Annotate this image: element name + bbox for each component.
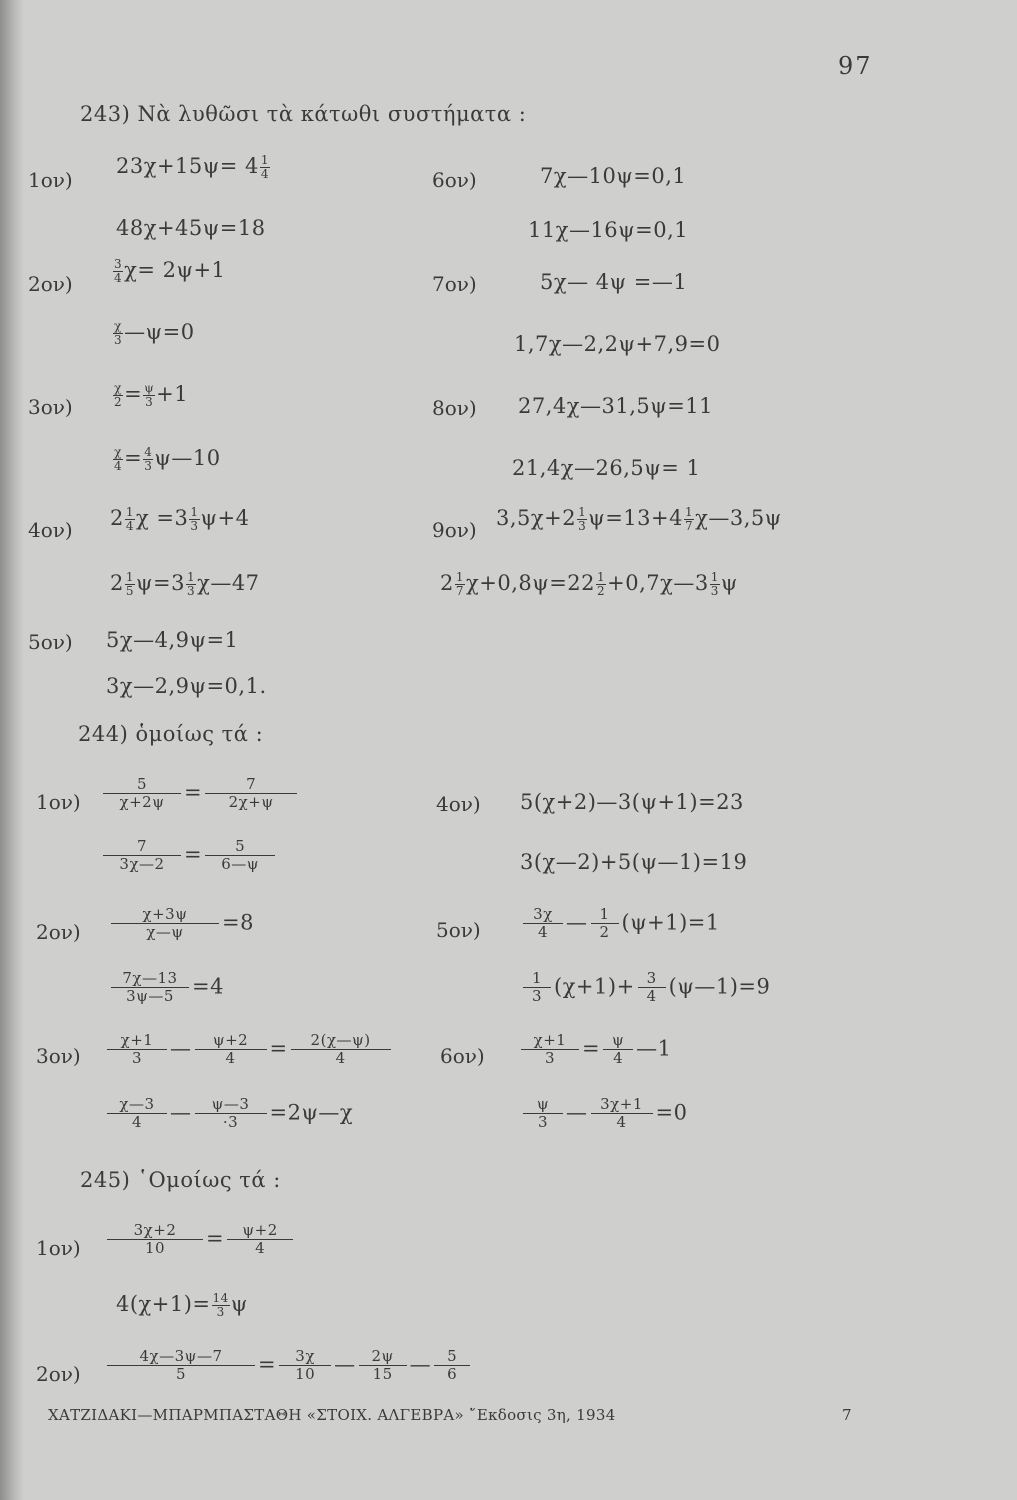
- s243-label-7: 7ον): [432, 272, 477, 296]
- s243-eq4-row1: 2 $\frac{1}{4}$ χ =3 $\frac{1}{3}$ ψ+4: [110, 505, 250, 534]
- s243-eq5-row1: 5χ—4,9ψ=1: [106, 628, 239, 652]
- s244-label-1: 1ον): [36, 790, 81, 814]
- s243-label-1: 1ον): [28, 168, 73, 192]
- s243-eq4-row2: 2 $\frac{1}{5}$ ψ=3 $\frac{1}{3}$ χ—47: [110, 570, 260, 599]
- s243-eq1-row2: 48χ+45ψ=18: [116, 216, 266, 240]
- s243-eq9-row1: 3,5χ+2 $\frac{1}{3}$ ψ=13+4 $\frac{1}{7}$ χ—3,5ψ: [496, 505, 782, 534]
- s243-eq8-row2: 21,4χ—26,5ψ= 1: [512, 456, 701, 480]
- s244-eq2-row2: $\frac{7\chi—13}{3\psi—5}$ =4: [108, 970, 224, 1006]
- s243-label-6: 6ον): [432, 168, 477, 192]
- s244-eq2-row1: $\frac{\chi+3\psi}{\chi—\psi}$ =8: [108, 906, 254, 942]
- s244-eq3-row1: $\frac{\chi+1}{3}$ — $\frac{\psi+2}{4}$ = $\frac{2(\chi—\psi)}{4}$: [104, 1032, 394, 1068]
- s245-eq1-row2: 4(χ+1)= $\frac{14}{3}$ ψ: [116, 1291, 248, 1320]
- s244-eq6-row2: $\frac{\psi}{3}$ — $\frac{3\chi+1}{4}$ =0: [520, 1096, 687, 1132]
- section-244-heading: 244) ὁμοίως τά :: [78, 722, 264, 746]
- s243-eq7-row2: 1,7χ—2,2ψ+7,9=0: [514, 332, 721, 356]
- s244-eq1-row1: $\frac{5}{\chi+2\psi}$ = $\frac{7}{2\chi+\psi}$: [100, 776, 300, 812]
- s243-label-2: 2ον): [28, 272, 73, 296]
- s244-label-4: 4ον): [436, 792, 481, 816]
- s245-eq2-row1: $\frac{4\chi—3\psi—7}{5}$ = $\frac{3\chi}{10}$ — $\frac{2\psi}{15}$ — $\frac{5}{6}$: [104, 1348, 473, 1384]
- s243-eq6-row2: 11χ—16ψ=0,1: [528, 218, 689, 242]
- s243-eq8-row1: 27,4χ—31,5ψ=11: [518, 394, 714, 418]
- s243-eq2-row2: $\frac{\chi}{3}$ —ψ=0: [114, 319, 195, 348]
- s243-label-9: 9ον): [432, 518, 477, 542]
- footer: [48, 1406, 868, 1424]
- s244-eq4-row1: 5(χ+2)—3(ψ+1)=23: [520, 790, 744, 814]
- page-number: 97: [838, 52, 873, 80]
- s243-eq1-row1: 23χ+15ψ= 4 $\frac{1}{4}$: [116, 153, 270, 182]
- s243-label-5: 5ον): [28, 630, 73, 654]
- s244-label-6: 6ον): [440, 1044, 485, 1068]
- s243-eq6-row1: 7χ—10ψ=0,1: [540, 164, 687, 188]
- s243-eq5-row2: 3χ—2,9ψ=0,1.: [106, 674, 267, 698]
- s245-eq1-row1: $\frac{3\chi+2}{10}$ = $\frac{\psi+2}{4}$: [104, 1222, 296, 1258]
- s244-label-3: 3ον): [36, 1044, 81, 1068]
- s243-label-8: 8ον): [432, 396, 477, 420]
- s243-eq3-row2: $\frac{\chi}{4}$ = $\frac{4}{3}$ ψ—10: [114, 445, 221, 474]
- s243-label-3: 3ον): [28, 395, 73, 419]
- footer-text: ΧΑΤΖΙΔΑΚΙ—ΜΠΑΡΜΠΑΣΤΑΘΗ «ΣΤΟΙΧ. ΑΛΓΕΒΡΑ» ῎Εκδοσις 3η, 1934: [48, 1406, 616, 1424]
- s244-eq4-row2: 3(χ—2)+5(ψ—1)=19: [520, 850, 748, 874]
- section-243-heading: 243) Νὰ λυθῶσι τὰ κάτωθι συστήματα :: [80, 102, 527, 126]
- s244-eq6-row1: $\frac{\chi+1}{3}$ = $\frac{\psi}{4}$ —1: [518, 1032, 671, 1068]
- s243-eq7-row1: 5χ— 4ψ =—1: [540, 270, 688, 294]
- s243-eq2-row1: $\frac{3}{4}$ χ= 2ψ+1: [114, 257, 226, 286]
- s244-eq5-row2: $\frac{1}{3}$ (χ+1)+ $\frac{3}{4}$ (ψ—1)=9: [520, 970, 770, 1006]
- footer-page-marker: 7: [842, 1406, 852, 1424]
- s244-eq1-row2: $\frac{7}{3\chi—2}$ = $\frac{5}{6—\psi}$: [100, 838, 278, 874]
- s243-label-4: 4ον): [28, 518, 73, 542]
- s243-eq3-row1: $\frac{\chi}{2}$ = $\frac{\psi}{3}$ +1: [114, 381, 189, 410]
- s243-eq9-row2: 2 $\frac{1}{7}$ χ+0,8ψ=22 $\frac{1}{2}$ +0,7χ—3 $\frac{1}{3}$ ψ: [440, 570, 738, 599]
- s244-eq5-row1: $\frac{3\chi}{4}$ — $\frac{1}{2}$ (ψ+1)=1: [520, 906, 720, 942]
- s244-eq3-row2: $\frac{\chi—3}{4}$ — $\frac{\psi—3}{\cdot 3}$ =2ψ—χ: [104, 1096, 353, 1132]
- book-spine-shadow: [0, 0, 24, 1500]
- s244-label-5: 5ον): [436, 918, 481, 942]
- s245-label-1: 1ον): [36, 1236, 81, 1260]
- s245-label-2: 2ον): [36, 1362, 81, 1386]
- s244-label-2: 2ον): [36, 920, 81, 944]
- section-245-heading: 245) ῾Ομοίως τά :: [80, 1168, 281, 1192]
